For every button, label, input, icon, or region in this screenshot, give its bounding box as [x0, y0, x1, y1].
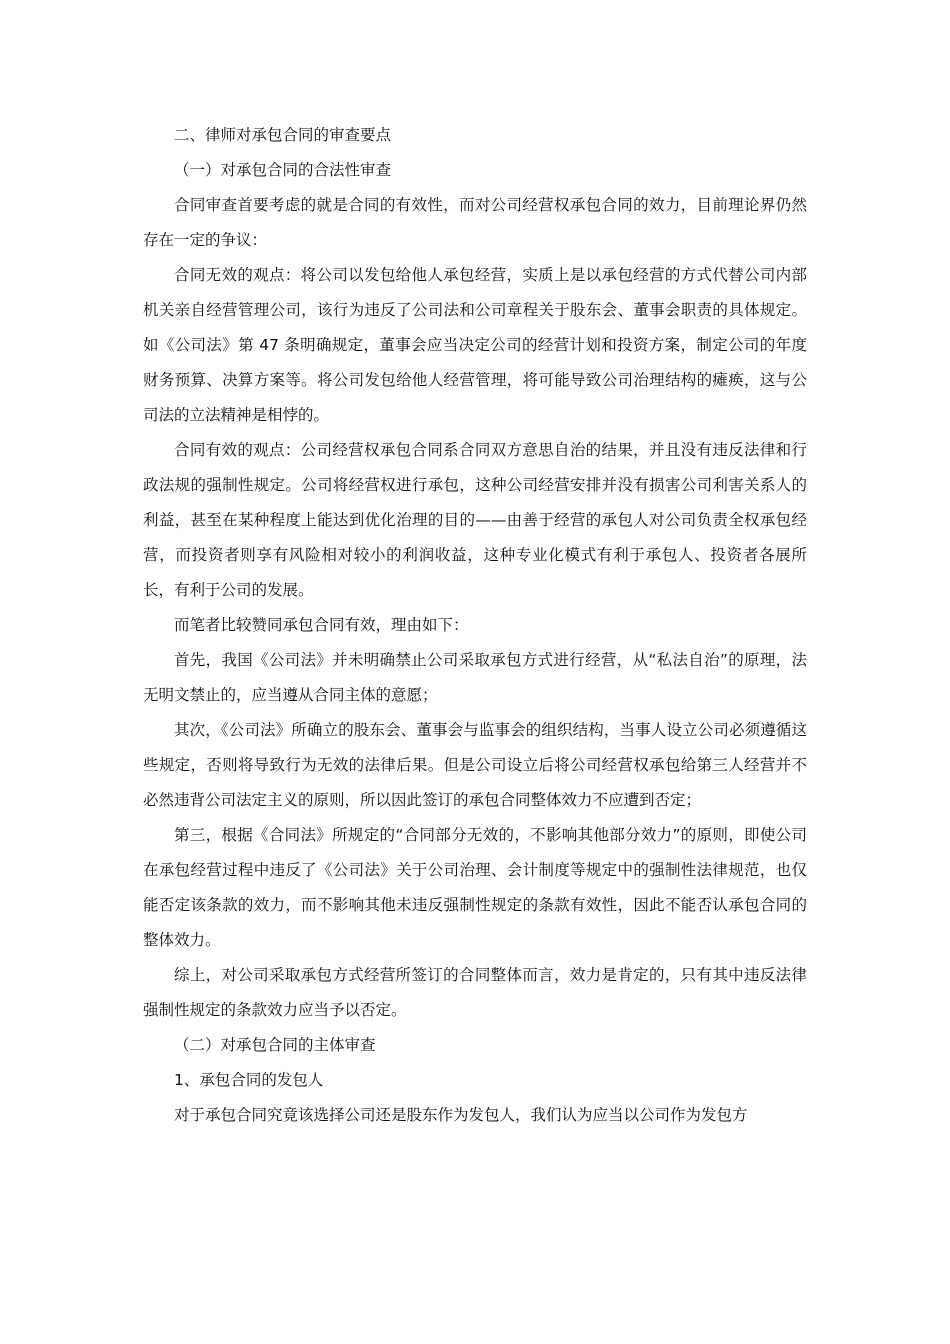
- item-heading-employer: 1、承包合同的发包人: [174, 1071, 324, 1089]
- subsection-heading-subject: （二）对承包合同的主体审查: [174, 1036, 376, 1054]
- paragraph-invalid-view: 合同无效的观点：将公司以发包给他人承包经营，实质上是以承包经营的方式代替公司内部机关亲自经营管理公司，该行为违反了公司法和公司章程关于股东会、董事会职责的具体规定。如《公司法》第 47 条明确规定，董事会应当决定公司的经营计划和投资方案，制定公司的年度财务预算、决算方案等。将公司发包给他人经营管理，将可能导致公司治理结构的瘫痪，这与公司法的立法精神是相悖的。: [143, 266, 807, 424]
- subsection-heading-legality: （一）对承包合同的合法性审查: [174, 161, 392, 179]
- paragraph-author-view: 而笔者比较赞同承包合同有效，理由如下：: [174, 616, 469, 634]
- section-heading: 二、律师对承包合同的审查要点: [174, 126, 392, 144]
- document-body: [143, 118, 807, 1133]
- paragraph-valid-view: 合同有效的观点：公司经营权承包合同系合同双方意思自治的结果，并且没有违反法律和行政法规的强制性规定。公司将经营权进行承包，这种公司经营安排并没有损害公司利害关系人的利益，甚至在某种程度上能达到优化治理的目的——由善于经营的承包人对公司负责全权承包经营，而投资者则享有风险相对较小的利润收益，这种专业化模式有利于承包人、投资者各展所长，有利于公司的发展。: [143, 441, 807, 599]
- paragraph-summary: 综上，对公司采取承包方式经营所签订的合同整体而言，效力是肯定的，只有其中违反法律强制性规定的条款效力应当予以否定。: [143, 966, 807, 1019]
- paragraph-last: 对于承包合同究竟该选择公司还是股东作为发包人，我们认为应当以公司作为发包方: [174, 1106, 748, 1124]
- paragraph-reason-second: 其次，《公司法》所确立的股东会、董事会与监事会的组织结构，当事人设立公司必须遵循这些规定，否则将导致行为无效的法律后果。但是公司设立后将公司经营权承包给第三人经营并不必然违背公司法定主义的原则，所以因此签订的承包合同整体效力不应遭到否定；: [143, 721, 807, 809]
- paragraph-reason-first: 首先，我国《公司法》并未明确禁止公司采取承包方式进行经营，从“私法自治”的原理，法无明文禁止的，应当遵从合同主体的意愿；: [143, 651, 807, 704]
- paragraph-intro: 合同审查首要考虑的就是合同的有效性，而对公司经营权承包合同的效力，目前理论界仍然存在一定的争议：: [143, 196, 807, 249]
- paragraph-reason-third: 第三，根据《合同法》所规定的“合同部分无效的，不影响其他部分效力”的原则，即使公司在承包经营过程中违反了《公司法》关于公司治理、会计制度等规定中的强制性法律规范，也仅能否定该条款的效力，而不影响其他未违反强制性规定的条款有效性，因此不能否认承包合同的整体效力。: [143, 826, 807, 949]
